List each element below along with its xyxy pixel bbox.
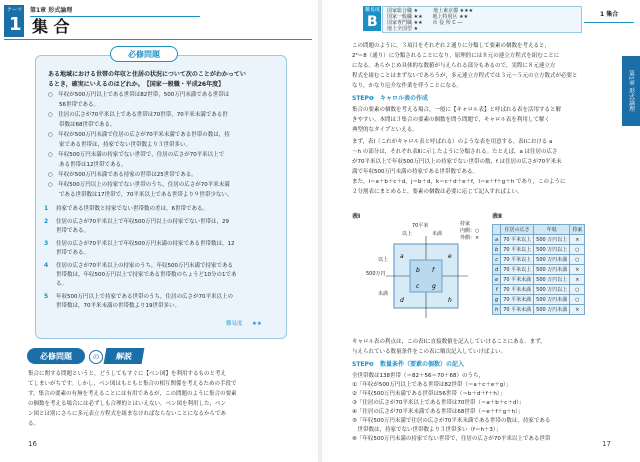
condition-line: ○ 住居の広さが70平米以上である世帯は70世帯，70平米未満である世	[48, 112, 228, 118]
step2-heading: STEP❷ 数量条件（要素の個数）の記入	[352, 361, 464, 368]
classification-table	[492, 224, 585, 315]
row-key: b	[493, 245, 501, 255]
condition-item: ⑤「年収500万円未満で住居の広さが70平米未満である世帯の数は，持家である	[352, 418, 551, 424]
condition-line: である世帯数は17世帯で，70平米以上である世帯より９世帯少ない。	[48, 192, 233, 198]
condition-line: ある世帯は12世帯である。	[48, 162, 127, 168]
cell-c: c	[416, 283, 420, 290]
row-key: c	[493, 255, 501, 265]
table2-title: 表Ⅱ	[492, 213, 502, 220]
body-line: きやすい。本問は３集合の要素の個数を問う問題で，キャロル表を利用して解く	[352, 117, 550, 123]
row-income: 500 万円未満	[534, 305, 570, 315]
choice-text: 持家である世帯数と持家でない世帯数の差は，6世帯である。	[56, 206, 209, 212]
table-row	[493, 285, 585, 295]
row-income: 500 万円以上	[534, 245, 570, 255]
table-row	[493, 305, 585, 315]
frequency-line: 国家一般職 ★★ 地上特別区 ★★	[387, 14, 469, 20]
body-line: 満で年収500万円未満の持家である世帯数である。	[352, 169, 478, 175]
kaisetsu-label: 解説	[104, 348, 145, 364]
body-line: キャロル表の利点は，この表Ⅰに直接数値を記入していけることにある。まず，	[352, 339, 546, 345]
row-key: e	[493, 275, 501, 285]
row-income: 500 万円以上	[534, 285, 570, 295]
row-area: 70 平米未満	[501, 295, 534, 305]
row-area: 70 平米未満	[501, 305, 534, 315]
level-badge	[363, 6, 381, 31]
table-row	[493, 265, 585, 275]
level-badge-sub: 難易度	[365, 7, 381, 13]
row-income: 500 万円以上	[534, 235, 570, 245]
condition-line: ○ 年収が500万円未満である持家の世帯は25世帯である。	[48, 172, 197, 178]
choice-text: 住居の広さが70平米以上の持家のうち，年収500万円未満で持家である	[56, 263, 233, 269]
required-problem-ribbon: 必修問題	[110, 46, 178, 62]
section-rule	[584, 22, 634, 23]
condition-line: ○ 年収500万円未満の持家でない世帯で，住居の広さが70平米以上で	[48, 152, 225, 158]
problem-box	[35, 55, 287, 339]
cell-a: a	[400, 253, 404, 260]
condition-item: ②「年収500万円未満である世帯は56世帯（＝b＋d＋f＋h）」	[352, 391, 506, 397]
row-owned: ○	[570, 285, 585, 295]
row-area: 70 平米以上	[501, 235, 534, 245]
answer-pill: 必修問題	[27, 348, 85, 364]
row-income: 500 万円以上	[534, 275, 570, 285]
condition-line: ○ 年収が500万円以上である世帯は82世帯，500万円未満である世帯は	[48, 92, 230, 98]
row-income: 500 万円未満	[534, 265, 570, 275]
page-title: 集 合	[32, 17, 70, 36]
row-area: 70 平米以上	[501, 265, 534, 275]
body-line: ～h の部分は，それぞれ表Ⅱに示したように分類される。たとえば，a は住居の広さ	[352, 149, 558, 155]
table-row	[493, 295, 585, 305]
venn-top-label: 70平米	[412, 223, 429, 229]
choice-text: 世帯である。	[56, 250, 90, 256]
explanation-line: てしまいがちです。しかし，ベン図はもともと集合の相互関係を考えるための手段で	[28, 381, 237, 387]
row-owned: ○	[570, 295, 585, 305]
choice-text: 世帯数は，年収500万円以上で持家である世帯数のちょうど10分の1であ	[56, 272, 237, 278]
difficulty-stars: ★★	[252, 321, 262, 327]
frequency-line: 地上全国型 ★	[387, 26, 419, 32]
venn-legend: 外側：×	[460, 235, 480, 241]
condition-item: 全世帯数は138世帯（＝82＋56＝70＋68）のうち，	[352, 373, 484, 379]
cell-d: d	[400, 297, 404, 304]
row-owned: ×	[570, 235, 585, 245]
venn-left-label: 以上	[378, 257, 389, 263]
body-line: 程式を組むことはまずないであろうが，多元連立方程式では３元～５元の立方数式が必要と	[352, 73, 578, 79]
body-line: 2³＝8（通り）に分類されることになり，原理的には８元の連立方程式を組むことに	[352, 53, 560, 59]
left-page	[0, 0, 318, 462]
venn-legend: 持家	[460, 221, 471, 227]
difficulty-label: 難易度	[226, 321, 243, 327]
theme-badge	[4, 5, 24, 37]
venn-legend: 内側：○	[460, 228, 480, 234]
body-line: ２分割表にまとめると，要素の個数は必要に応じて記入すればよい。	[352, 189, 523, 195]
table-row	[493, 235, 585, 245]
row-key: h	[493, 305, 501, 315]
intro-line-2: るとき，確実にいえるのはどれか。 【国家一般職・平成26年度】	[48, 81, 225, 88]
cell-e: e	[448, 253, 452, 260]
choice-number[interactable]: 4	[44, 262, 49, 269]
condition-item: 世帯数は，持家でない世帯数より３世帯多い（f＝h＋3）」	[352, 427, 502, 433]
table1-title: 表Ⅰ	[352, 213, 361, 220]
venn-left-label-2: 500万円	[366, 271, 386, 277]
condition-line: ○ 年収500万円以上の持家でない世帯のうち，住居の広さが70平米未満	[48, 182, 230, 188]
body-line: 典型的なタイプといえる。	[352, 127, 418, 133]
table-header: 持家	[570, 225, 585, 235]
body-line: この問題のように，３項目をそれぞれ２通りに分類して要素の個数を考えると，	[352, 43, 551, 49]
row-key: g	[493, 295, 501, 305]
cell-h: h	[448, 297, 452, 304]
intro-line-1: ある地域における世帯の年収と住居の状況について次のことがわかってい	[48, 71, 246, 78]
table-row	[493, 245, 585, 255]
cell-f: f	[432, 267, 435, 274]
table-row	[493, 275, 585, 285]
chapter-label: 第1章 形式論理	[30, 7, 73, 14]
body-line: になる。あらかじめ具体的な数値が与えられる部分もあるので，実際に８元連立方	[352, 63, 556, 69]
body-line: まず，表Ⅰ（これがキャロル表と呼ばれる）のような表を用意する。表Ⅰにおける a	[352, 139, 553, 145]
condition-line: 56世帯である。	[48, 102, 99, 108]
table-header	[493, 225, 501, 235]
theme-label: テーマ	[7, 7, 23, 13]
body-line: なり，かなり厄介な作業を伴うことになる。	[352, 83, 463, 89]
chapter-side-tab: 第1章 形式論理	[622, 56, 640, 126]
venn-top-sub-left: 以上	[402, 231, 413, 237]
frequency-line: 国家総合職 ★ 地上東京都 ★★★	[387, 8, 474, 14]
row-owned: ×	[570, 275, 585, 285]
condition-item: ⑥「年収500万円未満の持家でない世帯で，住居の広さが70平米以上である世帯	[352, 436, 551, 442]
row-income: 500 万円未満	[534, 295, 570, 305]
table-header: 年収	[534, 225, 570, 235]
condition-item: ④「住居の広さが70平米未満である世帯は68世帯（＝e＋f＋g＋h）」	[352, 409, 524, 415]
theme-number: 1	[9, 14, 22, 35]
choice-number[interactable]: 1	[44, 205, 49, 212]
row-owned: ○	[570, 245, 585, 255]
row-area: 70 平米未満	[501, 285, 534, 295]
cell-g: g	[432, 283, 436, 290]
row-area: 70 平米以上	[501, 245, 534, 255]
exam-frequency-box	[382, 6, 582, 33]
condition-item: ③「住居の広さが70平米以上である世帯は70世帯（＝a＋b＋c＋d）」	[352, 400, 525, 406]
cell-b: b	[416, 267, 420, 274]
venn-top-sub-right: 未満	[432, 231, 443, 237]
choice-text: 年収500万円以上で持家である世帯のうち，住居の広さが70平米以上の	[56, 294, 233, 300]
body-line: 集合の要素の個数を考える場合，一般に【キャロル表】と呼ばれる表を活用すると解	[352, 107, 562, 113]
step1-heading: STEP❶ キャロル表の作成	[352, 95, 428, 102]
condition-item: ①「年収が500万円以上である世帯は82世帯（＝a＋c＋e＋g）」	[352, 382, 512, 388]
venn-bottom-label: 未満	[378, 291, 389, 297]
body-line: また，i＝a＋b＋c＋d，j＝b＋d，k＝c＋d＋e＋f，l＝e＋f＋g＋h であり，このように	[352, 179, 566, 185]
body-line: が70平米以上で年収500万円以上の持家でない世帯の数，f は住居の広さが70平米未	[352, 159, 562, 165]
header-rule	[4, 39, 312, 40]
right-page	[322, 0, 640, 462]
explanation-line: の個数を考える場合には必ずしも合理的とはいえない。ベン図を利用した，ベン	[28, 401, 227, 407]
level-badge-letter: B	[367, 14, 378, 30]
explanation-line: 集合に関する問題というと，どうしてもすぐに【ベン図】を利用するものと考え	[28, 371, 227, 377]
row-owned: ×	[570, 265, 585, 275]
choice-text: る。	[56, 281, 68, 287]
carroll-inner-square	[410, 260, 442, 292]
row-area: 70 平米以上	[501, 255, 534, 265]
row-owned: ○	[570, 255, 585, 265]
row-owned: ×	[570, 305, 585, 315]
choice-text: 住居の広さが70平米以上で年収500万円未満の持家である世帯数は，12	[56, 241, 235, 247]
choice-text: 住居の広さが70平米以上で年収500万円以上の持家でない世帯は，29	[56, 219, 229, 225]
explanation-line: す。集合の要素の有無を考えることには有用であるが，この問題のように集合の要素	[28, 391, 237, 397]
choice-number[interactable]: 2	[44, 218, 49, 225]
table-row	[493, 255, 585, 265]
carroll-diagram	[352, 222, 482, 336]
table-header-row	[493, 225, 585, 235]
page-number-right: 17	[602, 440, 611, 448]
table-header: 住居の広さ	[501, 225, 534, 235]
choice-number[interactable]: 5	[44, 293, 49, 300]
row-key: a	[493, 235, 501, 245]
row-key: d	[493, 265, 501, 275]
condition-line: 帯数は68世帯である。	[48, 122, 116, 128]
choice-text: 世帯である。	[56, 228, 90, 234]
answer-header	[27, 348, 157, 364]
frequency-line: 国家専門職 ★★ 市 役 所 C ―	[387, 20, 463, 26]
explanation-line: る。	[28, 421, 40, 427]
body-line: 与えられている数量条件をこの表に順次記入していけばよい。	[352, 349, 507, 355]
choice-number[interactable]: 3	[44, 240, 49, 247]
condition-line: ○ 年収が500万円未満で住居の広さが70平米未満である世帯の数は，持	[48, 132, 230, 138]
row-key: f	[493, 285, 501, 295]
choice-text: 世帯数は，70平米未満の世帯数より19世帯多い。	[56, 303, 180, 309]
condition-line: 家である世帯は，持家でない世帯数より３世帯多い。	[48, 142, 192, 148]
chapter-bar	[30, 6, 200, 17]
row-area: 70 平米未満	[501, 275, 534, 285]
no-particle: の	[89, 350, 103, 364]
explanation-line: ン図とは別にさらに多元表立方程式を組まなければならないことになるからであ	[28, 411, 226, 417]
row-income: 500 万円未満	[534, 255, 570, 265]
section-label: 1 集合	[600, 11, 619, 18]
page-number-left: 16	[28, 440, 37, 448]
